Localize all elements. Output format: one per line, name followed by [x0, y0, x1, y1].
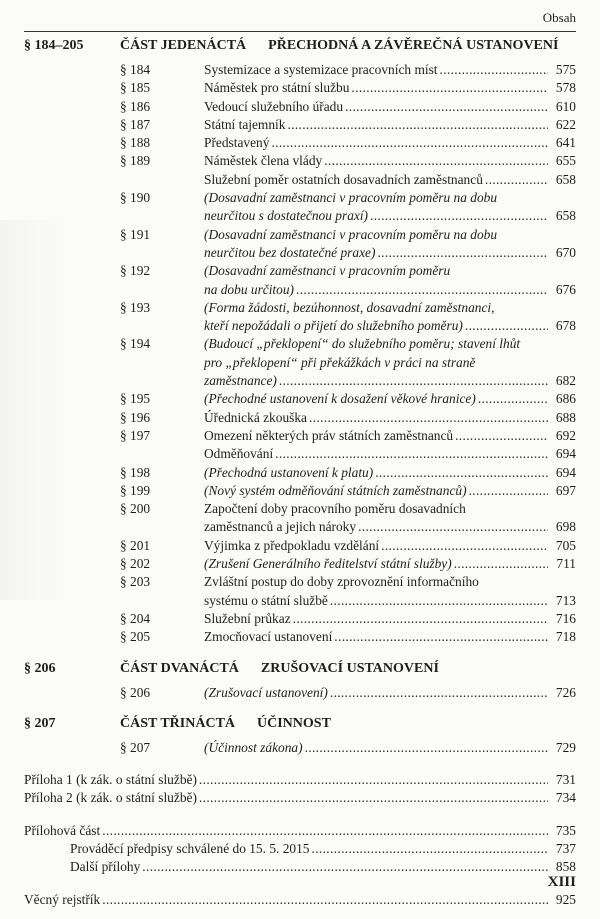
toc-entry — [24, 409, 576, 427]
page-ref: 694 — [555, 464, 576, 480]
dot-leader — [271, 134, 548, 152]
entry-title: Věcný rejstřík — [24, 891, 101, 907]
section-number: § 205 — [120, 629, 151, 645]
toc-entry — [24, 518, 576, 536]
entry-text-wrap — [204, 537, 550, 555]
entry-text-wrap — [204, 464, 550, 482]
page-ref: 676 — [555, 281, 576, 297]
toc-entry — [24, 789, 576, 807]
page-ref: 698 — [555, 519, 576, 535]
dot-leader — [279, 372, 548, 390]
dot-leader — [142, 858, 548, 876]
dot-leader — [345, 98, 548, 116]
entry-title: (Budoucí „překlopení“ do služebního poměru; stavení lhůt — [204, 336, 521, 352]
part-title: PŘECHODNÁ A ZÁVĚREČNÁ USTANOVENÍ — [268, 38, 559, 53]
toc-entry — [24, 500, 576, 518]
page-ref: 622 — [555, 116, 576, 132]
entry-title: (Dosavadní zaměstnanci v pracovním poměru na dobu — [204, 190, 498, 206]
page-ref: 658 — [555, 208, 576, 224]
toc-entry — [24, 464, 576, 482]
page-ref: 694 — [555, 446, 576, 462]
entry-title: Příloha 2 (k zák. o státní službě) — [24, 790, 197, 806]
section-number: § 190 — [120, 190, 151, 206]
entry-title: Systemizace a systemizace pracovních míst — [204, 62, 438, 77]
entry-text-wrap — [204, 684, 550, 702]
entry-text-wrap — [204, 207, 550, 225]
entry-text-wrap — [204, 573, 550, 591]
toc-entry — [24, 317, 576, 335]
dot-leader — [330, 684, 548, 702]
entry-text-wrap — [204, 226, 550, 244]
entry-title: (Dosavadní zaměstnanci v pracovním poměru na dobu — [204, 226, 498, 242]
part-label: ČÁST TŘINÁCTÁ — [120, 715, 236, 731]
dot-leader — [370, 207, 548, 225]
dot-leader — [296, 281, 548, 299]
spacer — [24, 647, 576, 661]
entry-text-wrap — [204, 372, 550, 390]
dot-leader — [309, 409, 548, 427]
dot-leader — [440, 61, 548, 79]
entry-title: neurčitou bez dostatečné praxe) — [204, 244, 376, 260]
entry-title: systému o státní službě — [204, 592, 328, 608]
entry-title: Státní tajemník — [204, 116, 286, 132]
spacer — [24, 808, 576, 822]
section-number: § 188 — [120, 135, 151, 151]
page-ref: 682 — [555, 373, 576, 389]
toc-entry — [24, 771, 576, 789]
section-number: § 202 — [120, 556, 151, 572]
page-ref: 711 — [556, 556, 576, 572]
entry-title: (Zrušovací ustanovení) — [204, 684, 328, 700]
toc-entry — [24, 390, 576, 408]
entry-title: Omezení některých práv státních zaměstnanců — [204, 427, 454, 443]
dot-leader — [478, 390, 548, 408]
entry-text-wrap — [204, 171, 550, 189]
spacer — [24, 702, 576, 716]
toc-entry — [24, 555, 576, 573]
dot-leader — [102, 822, 548, 840]
entry-title: Zmocňovací ustanovení — [204, 629, 333, 645]
section-number: § 193 — [120, 299, 151, 315]
part-heading — [24, 661, 576, 684]
entry-text-wrap — [204, 244, 550, 262]
entry-text-wrap — [204, 281, 550, 299]
page-ref: 692 — [555, 427, 576, 443]
entry-text-wrap — [204, 61, 550, 79]
entry-title: Služební poměr ostatních dosavadních zaměstnanců — [204, 171, 483, 187]
dot-leader — [375, 464, 548, 482]
toc-entry — [24, 335, 576, 353]
toc-entry — [24, 207, 576, 225]
entry-text-wrap — [204, 409, 550, 427]
toc-entry — [24, 79, 576, 97]
section-number: § 200 — [120, 501, 151, 517]
entry-title: Další přílohy — [70, 859, 141, 875]
entry-title: Vedoucí služebního úřadu — [204, 98, 344, 114]
entry-title: Náměstek člena vlády — [204, 153, 323, 169]
dot-leader — [293, 610, 548, 628]
toc-entry — [24, 171, 576, 189]
entry-title: Úřednická zkouška — [204, 409, 307, 425]
section-number: § 198 — [120, 464, 151, 480]
dot-leader — [485, 171, 548, 189]
toc-entry — [24, 134, 576, 152]
page-number: XIII — [547, 874, 576, 890]
toc-entry — [24, 189, 576, 207]
part-title: ZRUŠOVACÍ USTANOVENÍ — [260, 660, 439, 676]
entry-text-wrap — [204, 354, 550, 372]
entry-title: Výjimka z předpokladu vzdělání — [204, 537, 380, 553]
entry-text-wrap — [204, 189, 550, 207]
toc-entry — [24, 354, 576, 372]
dot-leader — [312, 840, 549, 858]
section-number: § 187 — [120, 116, 151, 132]
toc-entry — [24, 537, 576, 555]
part-range: § 184–205 — [24, 38, 84, 53]
entry-title: (Přechodné ustanovení k dosažení věkové hranice) — [204, 391, 476, 407]
section-number: § 201 — [120, 537, 151, 553]
section-number: § 189 — [120, 153, 151, 169]
entry-title: Představený — [204, 135, 270, 151]
page-ref: 641 — [555, 135, 576, 151]
section-number: § 194 — [120, 336, 151, 352]
header-rule — [24, 31, 576, 32]
page-ref: 688 — [555, 409, 576, 425]
part-range: § 206 — [24, 660, 56, 676]
part-range: § 207 — [24, 715, 56, 731]
page-ref: 655 — [555, 153, 576, 169]
entry-text-wrap — [204, 482, 550, 500]
page-ref: 858 — [555, 859, 576, 875]
toc-entry — [24, 445, 576, 463]
section-number: § 199 — [120, 482, 151, 498]
entry-text-wrap — [204, 152, 550, 170]
entry-text-wrap — [204, 739, 550, 757]
entry-text-wrap — [204, 555, 550, 573]
spacer — [24, 757, 576, 771]
toc-entry — [24, 299, 576, 317]
entry-text-wrap — [24, 789, 550, 807]
entry-text-wrap — [204, 427, 550, 445]
entry-title: Příloha 1 (k zák. o státní službě) — [24, 772, 197, 788]
entry-title: na dobu určitou) — [204, 281, 295, 297]
dot-leader — [305, 739, 548, 757]
dot-leader — [469, 482, 548, 500]
section-number: § 206 — [120, 684, 151, 700]
page-ref: 678 — [555, 318, 576, 334]
section-number: § 197 — [120, 427, 151, 443]
dot-leader — [381, 537, 548, 555]
dot-leader — [330, 592, 548, 610]
entry-title: (Dosavadní zaměstnanci v pracovním poměru — [204, 263, 451, 279]
dot-leader — [351, 79, 548, 97]
page-ref: 729 — [555, 739, 576, 755]
page-ref: 925 — [555, 891, 576, 907]
page-ref: 734 — [555, 790, 576, 806]
dot-leader — [455, 427, 548, 445]
section-number: § 185 — [120, 80, 151, 96]
page-ref: 578 — [555, 80, 576, 96]
toc-entry — [24, 482, 576, 500]
entry-text-wrap — [24, 891, 550, 909]
dot-leader — [377, 244, 548, 262]
toc-entry — [24, 98, 576, 116]
dot-leader — [199, 789, 548, 807]
entry-text-wrap — [204, 134, 550, 152]
toc-entry — [24, 573, 576, 591]
entry-title: Náměstek pro státní službu — [204, 80, 350, 96]
section-number: § 196 — [120, 409, 151, 425]
running-head: Obsah — [542, 10, 576, 25]
page-ref: 718 — [555, 629, 576, 645]
section-number: § 191 — [120, 226, 151, 242]
part-title: ÚČINNOST — [257, 715, 331, 731]
dot-leader — [334, 628, 548, 646]
entry-text-wrap — [204, 262, 550, 280]
entry-title: (Přechodná ustanovení k platu) — [204, 464, 374, 480]
page-ref: 670 — [555, 244, 576, 260]
section-number: § 207 — [120, 739, 151, 755]
toc-entry — [24, 858, 576, 876]
entry-text-wrap — [204, 317, 550, 335]
entry-text-wrap — [204, 500, 550, 518]
dot-leader — [465, 317, 548, 335]
page-ref: 716 — [555, 610, 576, 626]
entry-text-wrap — [24, 771, 550, 789]
entry-text-wrap — [204, 592, 550, 610]
toc-entry — [24, 739, 576, 757]
toc-entry — [24, 840, 576, 858]
toc-entry — [24, 628, 576, 646]
page-ref: 686 — [555, 391, 576, 407]
page-ref: 731 — [555, 772, 576, 788]
entry-title: (Zrušení Generálního ředitelství státní služby) — [204, 556, 452, 572]
page-ref: 697 — [555, 482, 576, 498]
toc-entry — [24, 684, 576, 702]
page-ref: 735 — [555, 822, 576, 838]
entry-text-wrap — [24, 822, 550, 840]
entry-text-wrap — [204, 445, 550, 463]
section-number: § 204 — [120, 610, 151, 626]
page-ref: 713 — [555, 592, 576, 608]
page-ref: 705 — [555, 537, 576, 553]
section-number: § 203 — [120, 574, 151, 590]
dot-leader — [454, 555, 548, 573]
toc-entry — [24, 610, 576, 628]
entry-title: kteří nepožádali o přijetí do služebního poměru) — [204, 318, 463, 334]
spacer — [24, 877, 576, 891]
toc-entry — [24, 61, 576, 79]
toc-entry — [24, 427, 576, 445]
page-ref: 658 — [555, 171, 576, 187]
dot-leader — [287, 116, 548, 134]
dot-leader — [199, 771, 548, 789]
entry-text-wrap — [204, 518, 550, 536]
entry-text-wrap — [204, 390, 550, 408]
toc-entry — [24, 226, 576, 244]
section-number: § 195 — [120, 391, 151, 407]
entry-text-wrap — [204, 116, 550, 134]
toc-entry — [24, 262, 576, 280]
page-ref: 737 — [555, 840, 576, 856]
dot-leader — [358, 518, 548, 536]
part-label: ČÁST DVANÁCTÁ — [120, 660, 239, 676]
table-of-contents — [24, 38, 576, 909]
entry-title: Odměňování — [204, 446, 274, 462]
section-number: § 184 — [120, 62, 151, 77]
toc-entry — [24, 891, 576, 909]
entry-title: zaměstnance) — [204, 373, 277, 389]
toc-entry — [24, 116, 576, 134]
page-ref: 726 — [555, 684, 576, 700]
toc-entry — [24, 281, 576, 299]
entry-title: Služební průkaz — [204, 610, 291, 626]
toc-entry — [24, 822, 576, 840]
toc-entry — [24, 244, 576, 262]
section-number: § 186 — [120, 98, 151, 114]
entry-text-wrap — [204, 98, 550, 116]
section-number: § 192 — [120, 263, 151, 279]
entry-title: (Účinnost zákona) — [204, 739, 303, 755]
dot-leader — [324, 152, 548, 170]
entry-text-wrap — [204, 79, 550, 97]
toc-entry — [24, 592, 576, 610]
page-ref: 610 — [555, 98, 576, 114]
entry-title: (Nový systém odměňování státních zaměstnanců) — [204, 482, 467, 498]
dot-leader — [275, 445, 548, 463]
entry-title: Zvláštní postup do doby zprovoznění informačního — [204, 574, 479, 590]
entry-text-wrap — [24, 858, 550, 876]
entry-title: neurčitou s dostatečnou praxí) — [204, 208, 369, 224]
entry-title: Přílohová část — [24, 822, 101, 838]
page-ref: 575 — [555, 62, 576, 77]
toc-entry — [24, 152, 576, 170]
part-heading — [24, 38, 576, 61]
entry-title: (Forma žádosti, bezúhonnost, dosavadní zaměstnanci, — [204, 299, 495, 315]
entry-text-wrap — [24, 840, 550, 858]
toc-entry — [24, 372, 576, 390]
entry-text-wrap — [204, 628, 550, 646]
part-heading — [24, 716, 576, 739]
entry-title: Započtení doby pracovního poměru dosavadních — [204, 501, 466, 517]
entry-title: Prováděcí předpisy schválené do 15. 5. 2015 — [70, 840, 310, 856]
entry-text-wrap — [204, 335, 550, 353]
entry-text-wrap — [204, 610, 550, 628]
entry-title: zaměstnanců a jejich nároky — [204, 519, 357, 535]
entry-text-wrap — [204, 299, 550, 317]
entry-title: pro „překlopení“ při překážkách v práci na straně — [204, 354, 476, 370]
dot-leader — [102, 891, 548, 909]
part-label: ČÁST JEDENÁCTÁ — [120, 38, 247, 53]
